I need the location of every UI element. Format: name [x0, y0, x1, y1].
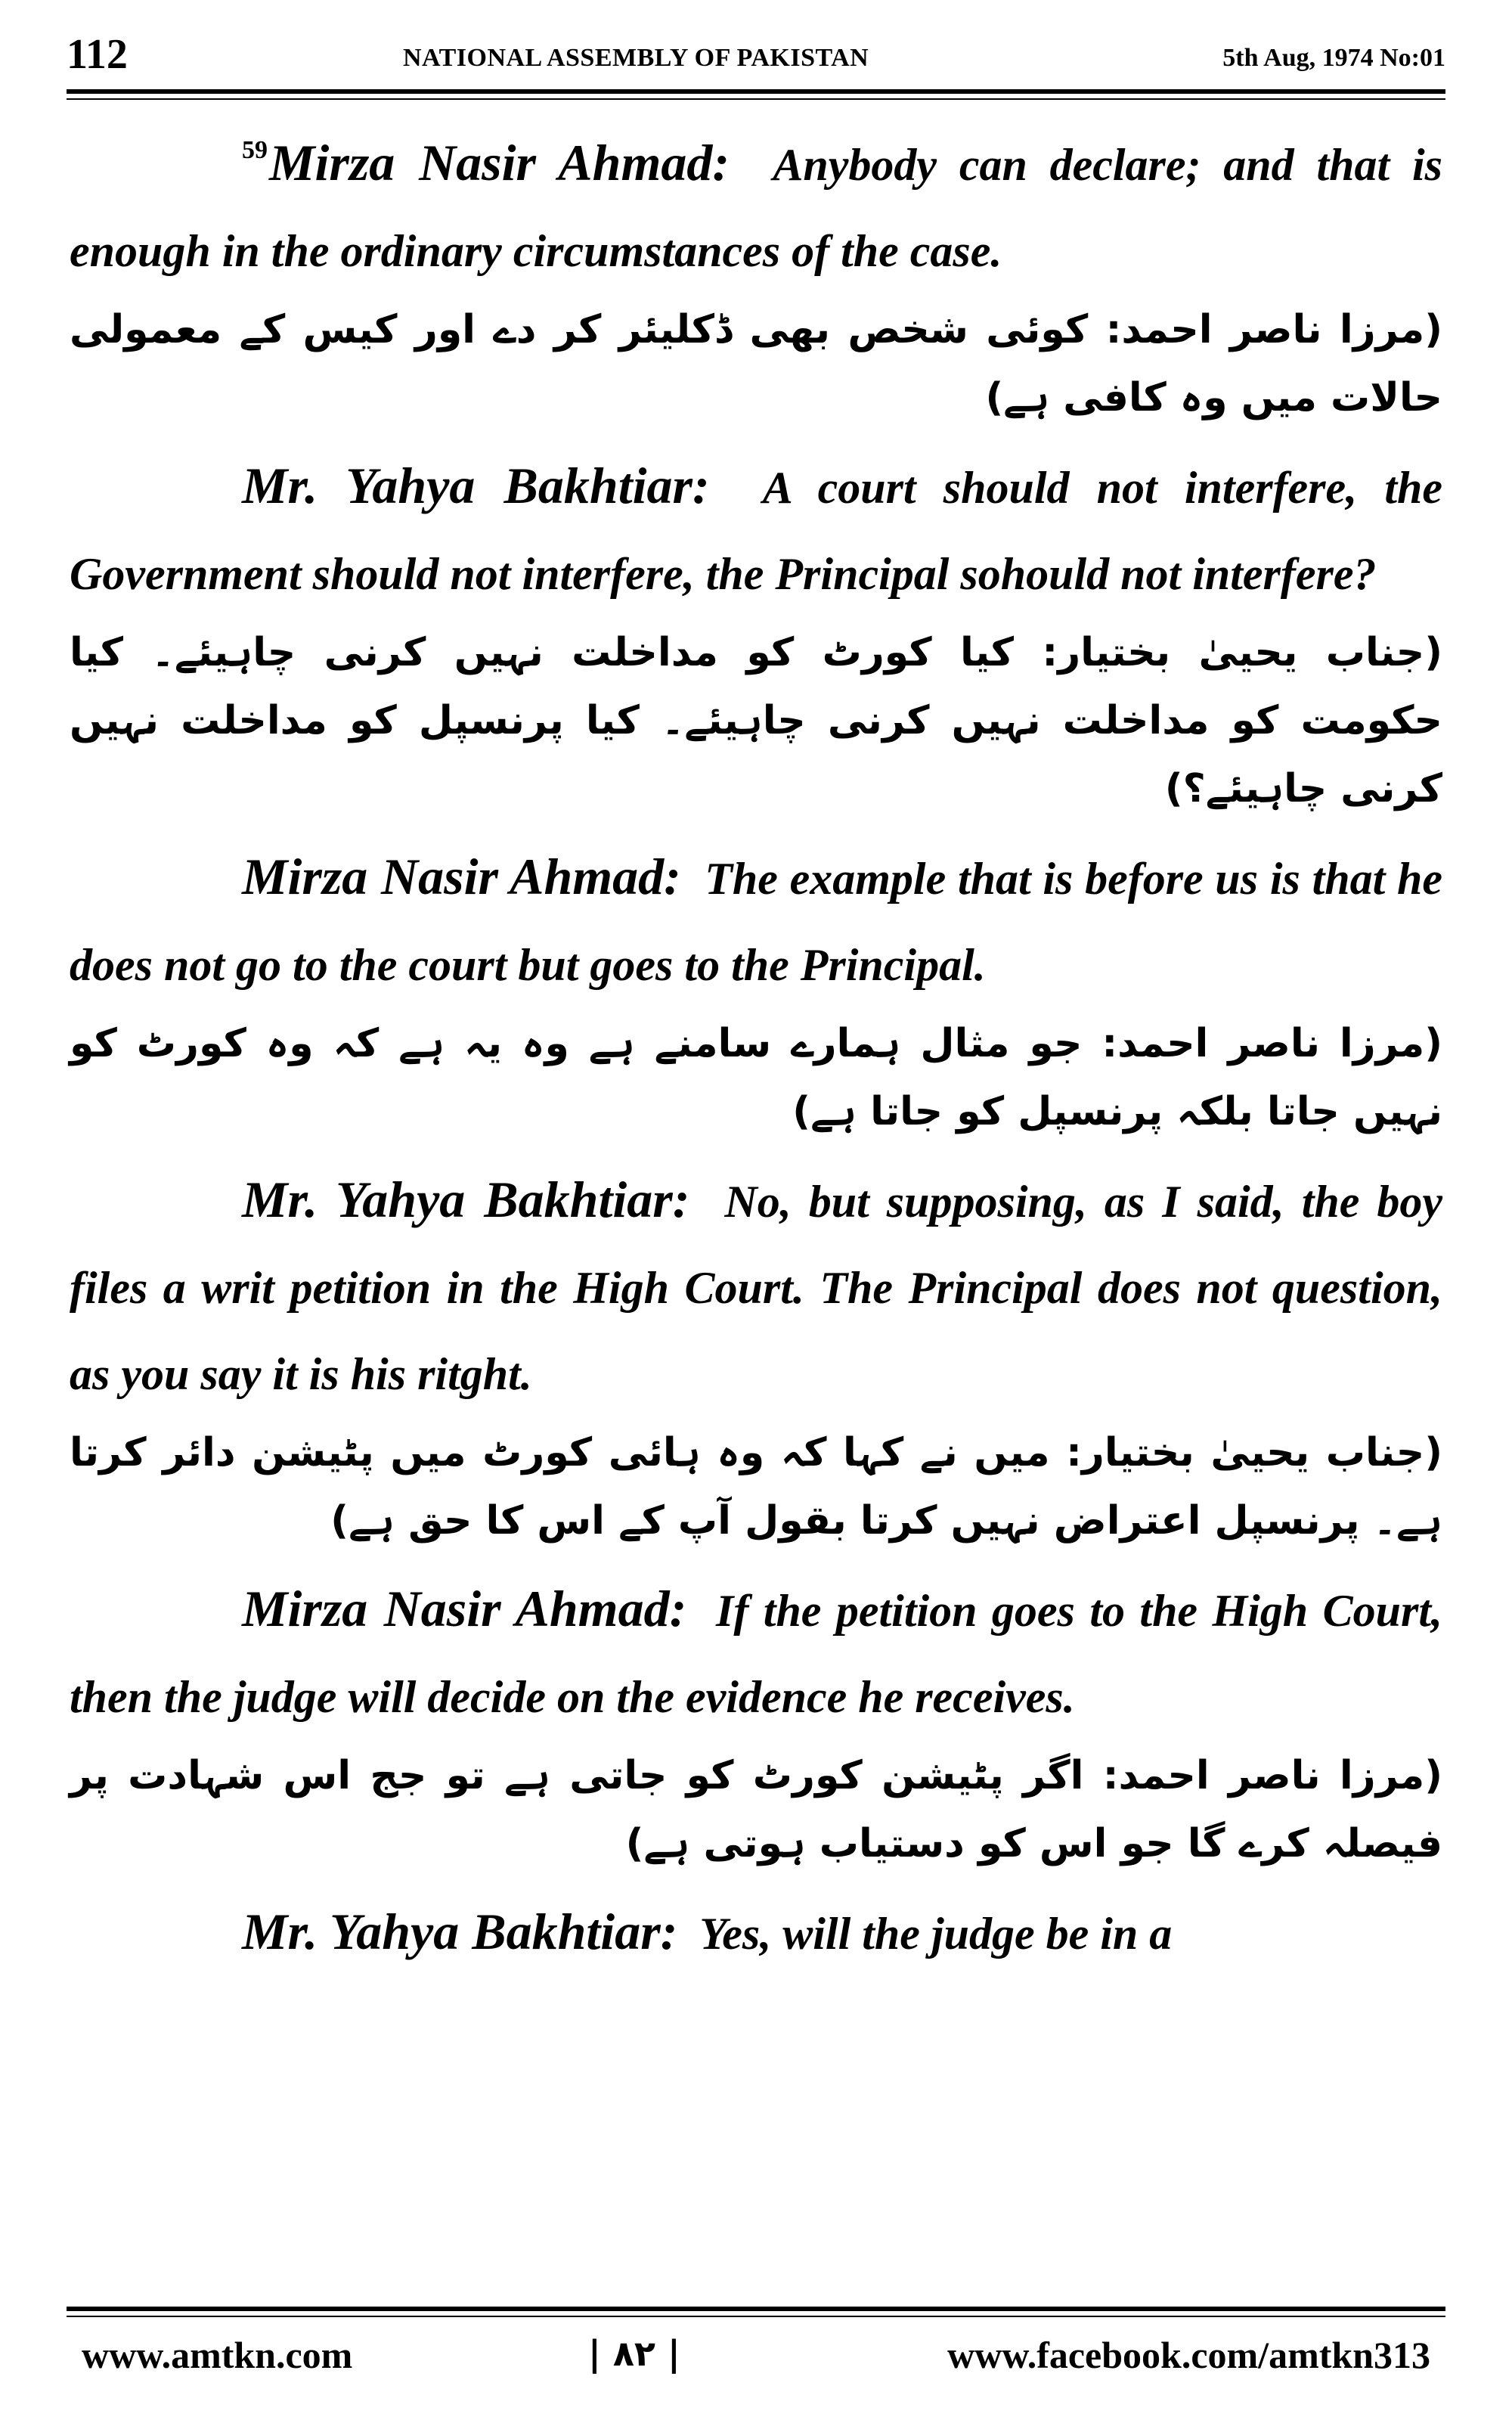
speech-text: A court should not interfere, the Government should not interfere, the Principal sohould not interfere? [70, 463, 1442, 599]
footnote-marker: 59 [242, 136, 268, 164]
speaker-name: Mirza Nasir Ahmad: [242, 1580, 687, 1637]
urdu-translation: (مرزا ناصر احمد: اگر پٹیشن کورٹ کو جاتی ہے تو جج اس شہادت پر فیصلہ کرے گا جو اس کو دستیاب ہوتی ہے) [70, 1753, 1442, 1866]
speech-text: No, but supposing, as I said, the boy files a writ petition in the High Court. The Principal does not question, as you say it is his ritght. [70, 1177, 1443, 1399]
english-paragraph [70, 1156, 1442, 1417]
urdu-translation: (جناب یحییٰ بختیار: کیا کورٹ کو مداخلت نہیں کرنی چاہیئے۔ کیا حکومت کو مداخلت نہیں کرنی چاہیئے۔ کیا پرنسپل کو مداخلت نہیں کرنی چاہیئے؟) [70, 630, 1443, 811]
page-footer [67, 2325, 1445, 2394]
footer-rule-thin [67, 2316, 1445, 2317]
english-paragraph [70, 1888, 1442, 1977]
english-paragraph [70, 1565, 1442, 1740]
speech-text: Anybody can declare; and that is enough in the ordinary circumstances of the case. [70, 140, 1442, 276]
footer-rule-thick [67, 2307, 1445, 2311]
speech-text: Yes, will the judge be in a [699, 1909, 1173, 1959]
english-paragraph [70, 442, 1442, 617]
header-rule-thick [67, 89, 1445, 94]
speaker-name: Mr. Yahya Bakhtiar: [242, 1171, 690, 1228]
transcript-body [70, 113, 1442, 1977]
speaker-name: Mirza Nasir Ahmad: [269, 134, 730, 191]
speaker-name: Mr. Yahya Bakhtiar: [242, 1903, 678, 1960]
speaker-name: Mirza Nasir Ahmad: [242, 848, 681, 905]
header-rule-thin [67, 98, 1445, 100]
speech-text: If the petition goes to the High Court, then the judge will decide on the evidence he receives. [70, 1586, 1442, 1722]
website-link[interactable]: www.amtkn.com [82, 2334, 353, 2376]
header-title: NATIONAL ASSEMBLY OF PAKISTAN [403, 44, 869, 72]
facebook-link[interactable]: www.facebook.com/amtkn313 [947, 2334, 1430, 2376]
english-paragraph [70, 833, 1442, 1008]
urdu-translation: (مرزا ناصر احمد: کوئی شخص بھی ڈکلیئر کر دے اور کیس کے معمولی حالات میں وہ کافی ہے) [70, 307, 1442, 420]
urdu-translation: (مرزا ناصر احمد: جو مثال ہمارے سامنے ہے وہ یہ ہے کہ وہ کورٹ کو نہیں جاتا بلکہ پرنسپل کو جاتا ہے) [70, 1021, 1442, 1134]
speech-text: The example that is before us is that he does not go to the court but goes to the Principal. [70, 854, 1442, 990]
urdu-page-number: | ۸۲ | [588, 2333, 680, 2374]
english-paragraph [70, 113, 1442, 294]
page-number: 112 [67, 31, 128, 78]
urdu-translation: (جناب یحییٰ بختیار: میں نے کہا کہ وہ ہائی کورٹ میں پٹیشن دائر کرتا ہے۔ پرنسپل اعتراض نہیں کرتا بقول آپ کے اس کا حق ہے) [70, 1430, 1442, 1544]
header-date: 5th Aug, 1974 No:01 [1222, 44, 1445, 72]
speaker-name: Mr. Yahya Bakhtiar: [242, 457, 710, 514]
page-header [67, 30, 1445, 83]
